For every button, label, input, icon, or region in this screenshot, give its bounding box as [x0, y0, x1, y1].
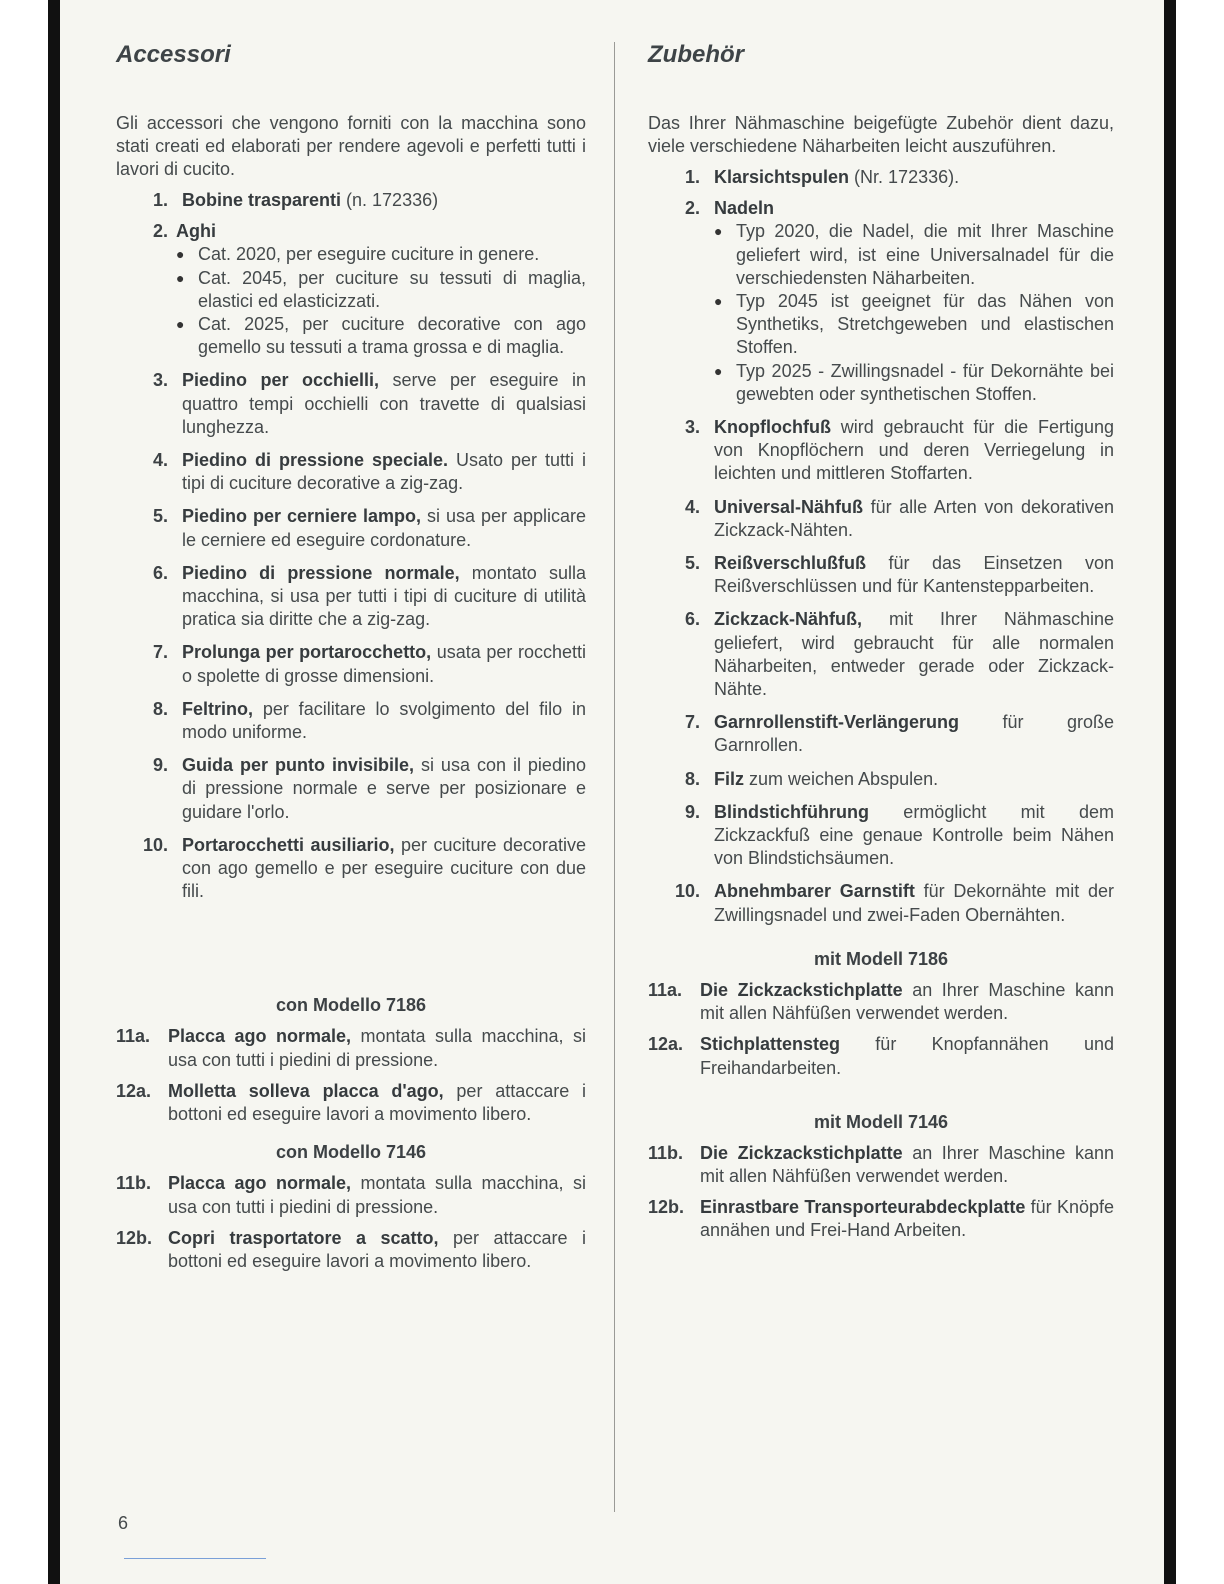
- item-term: Portarocchetti ausiliario,: [182, 834, 395, 855]
- item-term: Piedino per occhielli,: [182, 370, 379, 391]
- bullet-icon: ●: [714, 293, 723, 310]
- list-item: [648, 1142, 1114, 1188]
- item-text: (Nr. 172336).: [849, 167, 960, 187]
- item-term: Reißverschlußfuß: [714, 553, 867, 574]
- item-text: zum weichen Abspulen.: [744, 768, 939, 789]
- bullet-icon: ●: [176, 269, 185, 286]
- item-term: Garnrollenstift-Verlängerung: [714, 712, 960, 733]
- list-item: [648, 1033, 1114, 1079]
- list-item: [648, 711, 1114, 757]
- bullet-item: ● Cat. 2025, per cuciture decorative con ago gemello su tessuti a trama grossa e di maglia.: [176, 313, 586, 359]
- item-number: 12a.: [116, 1080, 152, 1101]
- list-item: [116, 220, 586, 359]
- item-text: per facilitare lo svolgimento del filo in modo uniforme.: [182, 698, 586, 743]
- item-number: 12a.: [648, 1034, 684, 1055]
- item-text: Usato per tutti i tipi di cuciture decorative a zig-zag.: [182, 450, 586, 494]
- item-text: für Knopfannähen und Freihandarbeiten.: [700, 1034, 1114, 1078]
- list-item: [648, 979, 1114, 1025]
- list-item: [116, 1172, 586, 1218]
- list-item: [116, 1227, 586, 1273]
- list-item: [648, 768, 1114, 791]
- list-item: [116, 1025, 586, 1071]
- list-item: [648, 496, 1114, 542]
- intro-german: Das Ihrer Nähmaschine beigefügte Zubehör dient dazu, viele verschiedene Näharbeiten leicht auszuführen.: [648, 113, 1114, 156]
- item-number: 11a.: [648, 979, 683, 1000]
- item-number: 1.: [152, 190, 168, 210]
- item-term: Piedino di pressione normale,: [182, 562, 460, 583]
- item-text: montato sulla macchina, si usa per tutti i tipi di cuciture di utilità pratica sia diritte che a zig-zag.: [182, 562, 587, 630]
- item-number: 6.: [152, 562, 168, 583]
- item-text: montata sulla macchina, si usa con tutti i piedini di pressione.: [168, 1026, 586, 1070]
- item-text: (n. 172336): [341, 190, 439, 210]
- column-divider: [614, 42, 615, 1512]
- bullet-icon: ●: [714, 362, 723, 379]
- bullet-icon: ●: [176, 316, 185, 333]
- item-term: Universal-Nähfuß: [714, 496, 864, 517]
- item-term: Aghi: [176, 221, 216, 242]
- item-number: 11b.: [116, 1173, 152, 1194]
- title-german: Zubehör: [648, 41, 744, 68]
- item-text: ermöglicht mit dem Zickzackfuß eine genaue Kontrolle beim Nähen von Blindstichsäumen.: [714, 801, 1114, 869]
- column-italian: [116, 38, 586, 1273]
- item-number: 8.: [684, 768, 700, 789]
- list-item: [116, 641, 586, 687]
- list-item: [116, 189, 586, 212]
- item-text: an Ihrer Maschine kann mit allen Nähfüßen verwendet werden.: [700, 979, 1114, 1024]
- item-term: Die Zickzackstichplatte: [700, 979, 903, 1000]
- item-term: Blindstichführung: [714, 801, 869, 822]
- list-item: [648, 197, 1114, 406]
- list-item: [648, 801, 1114, 871]
- list-item: [648, 608, 1114, 701]
- item-text: an Ihrer Maschine kann mit allen Nähfüßen verwendet werden.: [700, 1142, 1114, 1186]
- item-number: 5.: [152, 506, 168, 527]
- item-term: Abnehmbarer Garnstift: [714, 881, 915, 902]
- item-term: Die Zickzackstichplatte: [700, 1142, 903, 1163]
- item-number: 9.: [152, 755, 168, 776]
- item-term: Placca ago normale,: [168, 1173, 352, 1194]
- item-number: 11b.: [648, 1142, 684, 1163]
- scan-edge-right: [1164, 0, 1176, 1584]
- item-term: Piedino per cerniere lampo,: [182, 506, 422, 527]
- item-number: 9.: [684, 801, 700, 822]
- model-heading-7186: mit Modell 7186: [813, 948, 949, 969]
- title-italian: Accessori: [116, 41, 231, 68]
- list-item: [648, 880, 1114, 926]
- item-text: wird gebraucht für die Fertigung von Knopflöchern und deren Verriegelung in leichten und mittleren Stoffarten.: [714, 417, 1114, 484]
- item-number: 3.: [684, 417, 700, 438]
- item-text: per attaccare i bottoni ed eseguire lavori a movimento libero.: [168, 1227, 586, 1271]
- item-number: 12b.: [116, 1227, 153, 1248]
- item-term: Einrastbare Transporteurabdeckplatte: [700, 1197, 1026, 1218]
- item-text: usata per rocchetti o spolette di grosse dimensioni.: [182, 642, 586, 686]
- bullet-icon: ●: [714, 223, 723, 240]
- item-text: serve per eseguire in quattro tempi occhielli con travette di qualsiasi lunghezza.: [182, 370, 586, 437]
- item-term: Zickzack-Nähfuß,: [714, 609, 863, 630]
- item-text: für große Garnrollen.: [714, 712, 1114, 756]
- list-item: [116, 562, 586, 632]
- bullet-icon: ●: [176, 246, 185, 263]
- item-text: per attaccare i bottoni ed eseguire lavori a movimento libero.: [168, 1080, 586, 1125]
- list-item: [116, 505, 586, 551]
- item-term: Piedino di pressione speciale.: [182, 450, 449, 471]
- item-text: für alle Arten von dekorativen Zickzack-Nähten.: [714, 496, 1114, 540]
- model-heading-7186: con Modello 7186: [275, 995, 427, 1016]
- list-item: [116, 1080, 586, 1126]
- item-number: 12b.: [648, 1197, 685, 1218]
- list-item: [648, 1196, 1114, 1242]
- item-term: Knopflochfuß: [714, 417, 831, 438]
- item-text: per cuciture decorative con ago gemello e per eseguire cuciture con due fili.: [182, 834, 587, 902]
- intro-italian: Gli accessori che vengono forniti con la macchina sono stati creati ed elaborati per rendere agevoli e perfetti tutti i lavori di cucito.: [116, 113, 586, 179]
- list-item: [116, 449, 586, 495]
- item-number: 4.: [152, 450, 168, 471]
- item-term: Nadeln: [714, 198, 775, 219]
- item-text: für Dekornähte mit der Zwillingsnadel und zwei-Faden Obernähten.: [714, 881, 1114, 925]
- item-number: 2.: [684, 198, 700, 219]
- item-text: für das Einsetzen von Reißverschlüssen und für Kantenstepparbeiten.: [714, 553, 1114, 597]
- item-number: 2.: [152, 221, 168, 242]
- page-number: 6: [118, 1513, 129, 1533]
- column-german: [648, 38, 1114, 1243]
- list-item: [116, 369, 586, 439]
- item-text: si usa con il piedino di pressione normale e serve per posizionare e guidare l'orlo.: [182, 755, 586, 822]
- item-term: Feltrino,: [182, 698, 253, 719]
- item-term: Stichplattensteg: [700, 1034, 841, 1055]
- item-number: 4.: [684, 496, 700, 517]
- list-item: [116, 698, 586, 744]
- item-number: 8.: [152, 698, 168, 719]
- item-text: si usa per applicare le cerniere ed eseguire cordonature.: [182, 506, 587, 550]
- item-term: Molletta solleva placca d'ago,: [168, 1080, 444, 1101]
- underline-mark: [124, 1558, 266, 1559]
- item-term: Bobine trasparenti: [182, 190, 342, 210]
- model-heading-7146: mit Modell 7146: [813, 1111, 949, 1132]
- item-number: 7.: [152, 642, 168, 663]
- list-item: [648, 552, 1114, 598]
- item-text: mit Ihrer Nähmaschine geliefert, wird gebraucht für alle normalen Näharbeiten, entweder gerade oder Zickzack-Nähte.: [714, 609, 1114, 700]
- model-heading-7146: con Modello 7146: [275, 1142, 427, 1163]
- item-term: Prolunga per portarocchetto,: [182, 642, 432, 663]
- item-number: 6.: [684, 609, 700, 630]
- list-item: [648, 166, 1114, 189]
- list-item: [116, 754, 586, 824]
- bullet-item: ● Typ 2020, die Nadel, die mit Ihrer Maschine geliefert wird, ist eine Universalnadel für die verschiedensten Näharbeiten.: [714, 220, 1114, 290]
- bullet-item: ● Typ 2025 - Zwillingsnadel - für Dekornähte bei gewebten oder synthetischen Stoffen.: [714, 360, 1114, 406]
- item-term: Guida per punto invisibile,: [182, 755, 414, 776]
- list-item: [648, 416, 1114, 486]
- item-text: montata sulla macchina, si usa con tutti i piedini di pressione.: [168, 1173, 586, 1217]
- list-item: [116, 834, 586, 904]
- item-term: Klarsichtspulen: [714, 167, 850, 187]
- item-number: 3.: [152, 370, 168, 391]
- item-number: 10.: [142, 834, 168, 855]
- item-number: 7.: [684, 712, 700, 733]
- item-number: 10.: [674, 881, 700, 902]
- bullet-item: ● Cat. 2045, per cuciture su tessuti di maglia, elastici ed elasticizzati.: [176, 267, 586, 313]
- item-text: für Knöpfe annähen und Frei-Hand Arbeiten.: [700, 1197, 1115, 1241]
- bullet-item: ● Typ 2045 ist geeignet für das Nähen von Synthetiks, Stretchgeweben und elastischen Stoffen.: [714, 290, 1114, 360]
- item-number: 5.: [684, 553, 700, 574]
- item-number: 1.: [684, 167, 700, 187]
- item-number: 11a.: [116, 1026, 151, 1047]
- bullet-item: ● Cat. 2020, per eseguire cuciture in genere.: [176, 243, 586, 266]
- item-term: Copri trasportatore a scatto,: [168, 1227, 439, 1248]
- item-term: Placca ago normale,: [168, 1026, 352, 1047]
- item-term: Filz: [714, 768, 744, 789]
